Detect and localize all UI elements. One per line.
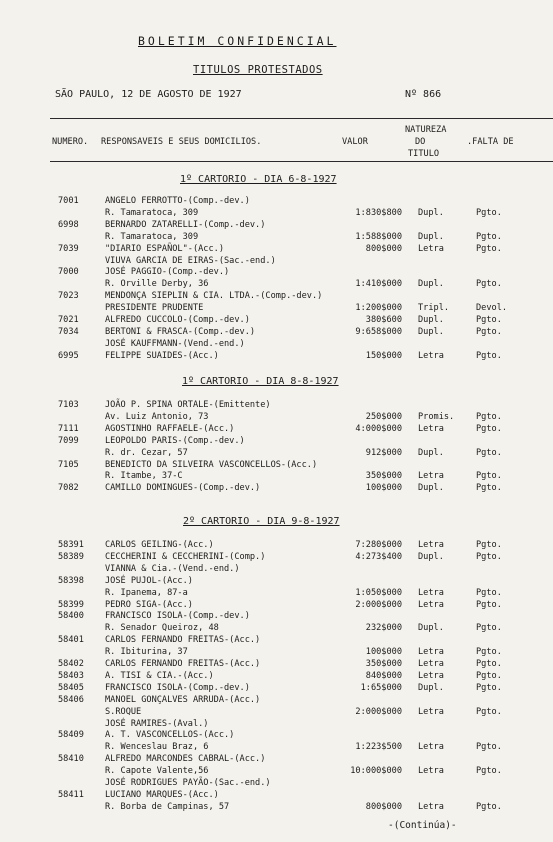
entry-status: Pgto. — [476, 243, 502, 254]
entry-value: 1:410$000 — [355, 279, 402, 290]
table-row — [0, 483, 553, 495]
entry-description: BENEDICTO DA SILVEIRA VASCONCELLOS-(Acc.) — [105, 459, 318, 470]
entry-description: ALFREDO CUCCOLO-(Comp.-dev.) — [105, 315, 250, 325]
entry-description: FELIPPE SUAIDES-(Acc.) — [105, 350, 219, 361]
table-row — [0, 196, 553, 208]
entry-value: 380$600 — [365, 315, 402, 325]
col-header-numero: NUMERO. — [52, 137, 89, 147]
entry-nature: Dupl. — [418, 231, 444, 242]
col-header-natureza-2: DO — [415, 137, 426, 147]
entry-nature: Letra — [418, 540, 444, 550]
entry-value: 1:223$500 — [355, 742, 402, 753]
entry-status: Pgto. — [476, 670, 502, 681]
entry-description: "DIARIO ESPAÑOL"-(Acc.) — [105, 243, 224, 254]
entry-description: R. Senador Queiroz, 48 — [105, 623, 219, 634]
col-header-valor: VALOR — [342, 137, 368, 147]
entry-description: CECCHERINI & CECCHERINI-(Comp.) — [105, 551, 266, 562]
entry-value: 350$000 — [365, 471, 402, 482]
entry-nature: Letra — [418, 670, 444, 681]
entry-number: 7103 — [58, 400, 79, 410]
entry-nature: Letra — [418, 350, 444, 361]
entry-description: R. Wenceslau Braz, 6 — [105, 742, 209, 753]
entry-description: VIUVA GARCIA DE EIRAS-(Sac.-end.) — [105, 255, 276, 266]
entry-value: 10:000$000 — [350, 766, 402, 777]
entry-value: 350$000 — [365, 659, 402, 669]
entry-value: 100$000 — [365, 483, 402, 494]
entry-value: 1:050$000 — [355, 587, 402, 598]
entry-nature: Dupl. — [418, 279, 444, 290]
entry-number: 58405 — [58, 682, 84, 693]
entry-status: Pgto. — [476, 599, 502, 610]
entry-number: 58409 — [58, 730, 84, 741]
entry-status: Pgto. — [476, 315, 502, 325]
entry-description: S.ROQUE — [105, 706, 142, 717]
table-row — [0, 695, 553, 707]
entry-status: Pgto. — [476, 659, 502, 669]
table-row — [0, 790, 553, 802]
entry-description: LEOPOLDO PARIS-(Comp.-dev.) — [105, 435, 245, 446]
entry-nature: Letra — [418, 801, 444, 812]
entry-description: R. dr. Cezar, 57 — [105, 447, 188, 458]
entry-number: 7099 — [58, 435, 79, 446]
entry-status: Pgto. — [476, 647, 502, 658]
entry-nature: Dupl. — [418, 682, 444, 693]
entry-description: R. Tamaratoca, 309 — [105, 231, 199, 242]
table-row — [0, 460, 553, 472]
table-row — [0, 303, 553, 315]
table-row — [0, 327, 553, 339]
entry-description: JOSÉ RAMIRES-(Aval.) — [105, 718, 209, 729]
entry-number: 58410 — [58, 754, 84, 765]
entry-number: 58401 — [58, 635, 84, 646]
entry-number: 58402 — [58, 659, 84, 669]
table-row — [0, 802, 553, 814]
table-row — [0, 412, 553, 424]
entry-status: Pgto. — [476, 279, 502, 290]
table-row — [0, 552, 553, 564]
section-title: 1º CARTORIO - DIA 6-8-1927 — [180, 174, 337, 185]
entry-status: Pgto. — [476, 447, 502, 458]
entry-status: Pgto. — [476, 540, 502, 550]
entry-description: LUCIANO MARQUES-(Acc.) — [105, 789, 219, 800]
header-rule-bottom — [50, 161, 553, 162]
entry-description: AGOSTINHO RAFFAELE-(Acc.) — [105, 423, 235, 434]
entry-number: 7000 — [58, 267, 79, 278]
entry-description: MANOEL GONÇALVES ARRUDA-(Acc.) — [105, 694, 261, 705]
entry-description: MENDONÇA SIEPLIN & CIA. LTDA.-(Comp.-dev.) — [105, 291, 323, 302]
entry-nature: Letra — [418, 659, 444, 669]
entry-nature: Letra — [418, 599, 444, 610]
table-row — [0, 351, 553, 363]
entry-status: Pgto. — [476, 411, 502, 422]
entry-status: Pgto. — [476, 423, 502, 434]
entry-status: Pgto. — [476, 551, 502, 562]
table-row — [0, 279, 553, 291]
entry-nature: Dupl. — [418, 326, 444, 337]
entry-description: VIANNA & Cia.-(Vend.-end.) — [105, 563, 240, 574]
entry-description: A. TISI & CIA.-(Acc.) — [105, 670, 214, 681]
entry-value: 4:000$000 — [355, 423, 402, 434]
entry-number: 7105 — [58, 459, 79, 470]
continua-note: -(Continúa)- — [388, 820, 457, 831]
table-row — [0, 600, 553, 612]
table-row — [0, 220, 553, 232]
entry-description: PRESIDENTE PRUDENTE — [105, 303, 204, 314]
entry-number: 58403 — [58, 670, 84, 681]
entry-value: 4:273$400 — [355, 551, 402, 562]
table-row — [0, 623, 553, 635]
entry-nature: Tripl. — [418, 303, 450, 314]
entry-nature: Letra — [418, 742, 444, 753]
entry-description: ANGELO FERROTTO-(Comp.-dev.) — [105, 196, 250, 206]
entry-nature: Letra — [418, 471, 444, 482]
entry-description: PEDRO SIGA-(Acc.) — [105, 599, 193, 610]
entry-value: 250$000 — [365, 411, 402, 422]
entry-description: R. Capote Valente,56 — [105, 766, 209, 777]
entry-value: 1:65$000 — [360, 682, 402, 693]
entry-nature: Letra — [418, 647, 444, 658]
table-row — [0, 647, 553, 659]
entry-description: CARLOS FERNANDO FREITAS-(Acc.) — [105, 659, 261, 669]
entry-description: ALFREDO MARCONDES CABRAL-(Acc.) — [105, 754, 266, 765]
entry-value: 840$000 — [365, 670, 402, 681]
table-row — [0, 291, 553, 303]
entry-number: 58399 — [58, 599, 84, 610]
table-row — [0, 564, 553, 576]
table-row — [0, 576, 553, 588]
entry-nature: Letra — [418, 587, 444, 598]
entry-description: CARLOS FERNANDO FREITAS-(Acc.) — [105, 635, 261, 646]
table-row — [0, 683, 553, 695]
entry-description: R. Borba de Campinas, 57 — [105, 801, 230, 812]
entry-number: 7039 — [58, 243, 79, 254]
entry-nature: Letra — [418, 243, 444, 254]
table-row — [0, 208, 553, 220]
entry-status: Pgto. — [476, 682, 502, 693]
entry-nature: Letra — [418, 766, 444, 777]
table-row — [0, 436, 553, 448]
table-row — [0, 400, 553, 412]
entry-description: JOÃO P. SPINA ORTALE-(Emittente) — [105, 400, 271, 410]
entry-number: 7023 — [58, 291, 79, 302]
entry-description: BERTONI & FRASCA-(Comp.-dev.) — [105, 326, 256, 337]
entry-number: 7082 — [58, 483, 79, 494]
entry-description: JOSÉ KAUFFMANN-(Vend.-end.) — [105, 338, 245, 349]
entry-number: 58411 — [58, 789, 84, 800]
table-row — [0, 232, 553, 244]
entry-value: 150$000 — [365, 350, 402, 361]
table-row — [0, 448, 553, 460]
entry-number: 58389 — [58, 551, 84, 562]
entry-description: BERNARDO ZATARELLI-(Comp.-dev.) — [105, 219, 266, 230]
entry-status: Pgto. — [476, 766, 502, 777]
entry-value: 7:280$000 — [355, 540, 402, 550]
entry-value: 232$000 — [365, 623, 402, 634]
entry-number: 7111 — [58, 423, 79, 434]
table-row — [0, 730, 553, 742]
entry-description: R. Itambe, 37-C — [105, 471, 183, 482]
table-row — [0, 588, 553, 600]
entry-value: 1:200$000 — [355, 303, 402, 314]
table-row — [0, 659, 553, 671]
document-title: BOLETIM CONFIDENCIAL — [138, 34, 337, 48]
entry-description: R. Ipanema, 87-a — [105, 587, 188, 598]
entry-value: 100$000 — [365, 647, 402, 658]
entry-nature: Dupl. — [418, 315, 444, 325]
entry-description: A. T. VASCONCELLOS-(Acc.) — [105, 730, 235, 741]
entry-number: 58406 — [58, 694, 84, 705]
entry-nature: Promis. — [418, 411, 455, 422]
entry-number: 6995 — [58, 350, 79, 361]
table-row — [0, 540, 553, 552]
entry-nature: Dupl. — [418, 623, 444, 634]
entry-value: 2:000$000 — [355, 599, 402, 610]
entry-nature: Letra — [418, 423, 444, 434]
col-header-natureza-1: NATUREZA — [405, 125, 447, 135]
place-date: SÃO PAULO, 12 DE AGOSTO DE 1927 — [55, 89, 242, 100]
entry-nature: Dupl. — [418, 551, 444, 562]
col-header-natureza-3: TITULO — [408, 149, 440, 159]
entry-description: JOSÉ RODRIGUES PAYÃO-(Sac.-end.) — [105, 778, 271, 788]
entry-value: 1:830$800 — [355, 207, 402, 218]
table-row — [0, 611, 553, 623]
entry-description: R. Tamaratoca, 309 — [105, 207, 199, 218]
table-row — [0, 778, 553, 790]
entry-status: Pgto. — [476, 483, 502, 494]
table-row — [0, 424, 553, 436]
entry-number: 58391 — [58, 540, 84, 550]
entry-description: JOSÉ PAGGIO-(Comp.-dev.) — [105, 267, 230, 278]
entry-status: Pgto. — [476, 706, 502, 717]
section-title: 2º CARTORIO - DIA 9-8-1927 — [183, 516, 340, 527]
entry-status: Pgto. — [476, 207, 502, 218]
entry-status: Pgto. — [476, 801, 502, 812]
entry-status: Pgto. — [476, 587, 502, 598]
entry-description: CAMILLO DOMINGUES-(Comp.-dev.) — [105, 483, 261, 494]
entry-number: 58398 — [58, 575, 84, 586]
header-rule-top — [50, 118, 553, 119]
entry-number: 6998 — [58, 219, 79, 230]
entry-description: CARLOS GEILING-(Acc.) — [105, 540, 214, 550]
table-row — [0, 754, 553, 766]
entry-value: 2:000$000 — [355, 706, 402, 717]
entry-nature: Dupl. — [418, 207, 444, 218]
table-row — [0, 315, 553, 327]
entry-status: Pgto. — [476, 350, 502, 361]
table-row — [0, 471, 553, 483]
table-row — [0, 707, 553, 719]
table-row — [0, 742, 553, 754]
section-title: 1º CARTORIO - DIA 8-8-1927 — [182, 376, 339, 387]
table-row — [0, 256, 553, 268]
entry-description: Av. Luiz Antonio, 73 — [105, 411, 209, 422]
entry-description: R. Ibiturina, 37 — [105, 647, 188, 658]
entry-number: 7001 — [58, 196, 79, 206]
col-header-responsaveis: RESPONSAVEIS E SEUS DOMICILIOS. — [101, 137, 262, 147]
entry-value: 912$000 — [365, 447, 402, 458]
entry-value: 800$000 — [365, 243, 402, 254]
entry-status: Devol. — [476, 303, 508, 314]
col-header-falta: .FALTA DE — [467, 137, 514, 147]
table-row — [0, 267, 553, 279]
entry-nature: Dupl. — [418, 447, 444, 458]
entry-number: 58400 — [58, 611, 84, 622]
entry-status: Pgto. — [476, 231, 502, 242]
entry-description: FRANCISCO ISOLA-(Comp.-dev.) — [105, 611, 250, 622]
entry-status: Pgto. — [476, 326, 502, 337]
entry-description: JOSÉ PUJOL-(Acc.) — [105, 575, 193, 586]
table-row — [0, 339, 553, 351]
entry-value: 800$000 — [365, 801, 402, 812]
table-row — [0, 635, 553, 647]
entry-value: 9:658$000 — [355, 326, 402, 337]
entry-description: R. Orville Derby, 36 — [105, 279, 209, 290]
entry-status: Pgto. — [476, 623, 502, 634]
entry-nature: Letra — [418, 706, 444, 717]
entry-status: Pgto. — [476, 742, 502, 753]
document-subtitle: TITULOS PROTESTADOS — [193, 64, 323, 76]
table-row — [0, 671, 553, 683]
entry-description: FRANCISCO ISOLA-(Comp.-dev.) — [105, 682, 250, 693]
entry-status: Pgto. — [476, 471, 502, 482]
entry-number: 7034 — [58, 326, 79, 337]
entry-value: 1:588$000 — [355, 231, 402, 242]
entry-number: 7021 — [58, 315, 79, 325]
table-row — [0, 244, 553, 256]
table-row — [0, 719, 553, 731]
entry-nature: Dupl. — [418, 483, 444, 494]
bulletin-number: Nº 866 — [405, 89, 442, 100]
table-row — [0, 766, 553, 778]
